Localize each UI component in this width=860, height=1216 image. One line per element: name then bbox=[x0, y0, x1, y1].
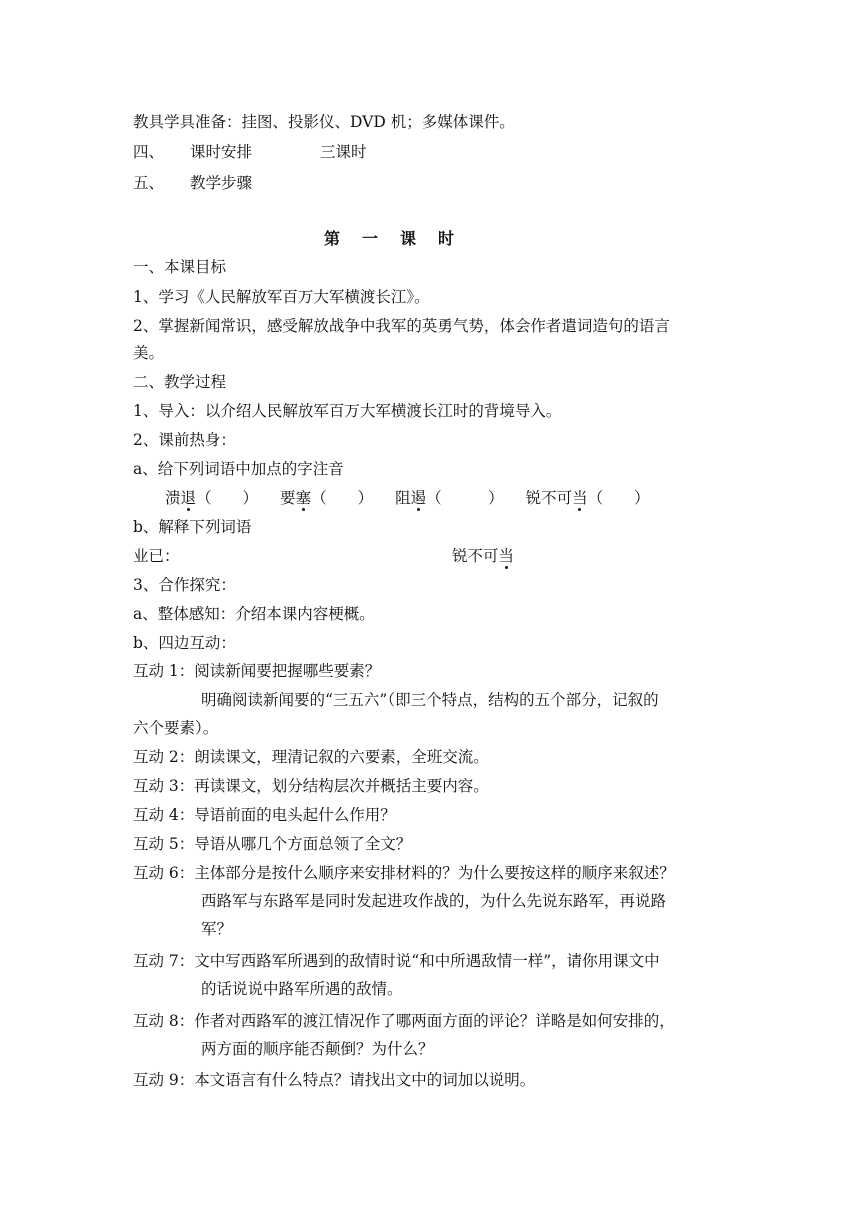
interaction-2: 互动 2：朗读课文，理清记叙的六要素，全班交流。 bbox=[133, 748, 489, 766]
interaction-9: 互动 9：本文语言有什么特点？请找出文中的词加以说明。 bbox=[133, 1071, 536, 1089]
interaction-1-line-2: 明确阅读新闻要的“三五六”（即三个特点，结构的五个部分，记叙的 bbox=[201, 691, 659, 709]
section-4-label: 课时安排 bbox=[190, 143, 253, 161]
interaction-6: 互动 6：主体部分是按什么顺序来安排材料的？为什么要按这样的顺序来叙述？ bbox=[133, 864, 675, 882]
process-1: 1、导入：以介绍人民解放军百万大军横渡长江时的背境导入。 bbox=[133, 402, 562, 420]
term-2: 锐不可当 bbox=[452, 547, 515, 565]
interaction-3: 互动 3：再读课文，划分结构层次并概括主要内容。 bbox=[133, 777, 489, 795]
process-2b: b、解释下列词语 bbox=[133, 518, 252, 536]
section-4 bbox=[133, 141, 367, 163]
word-item: 锐不可当（ ） bbox=[525, 489, 650, 507]
process-3: 3、合作探究： bbox=[133, 576, 236, 594]
lesson-heading: 第一课时 bbox=[323, 229, 476, 248]
prep-line: 教具学具准备：挂图、投影仪、DVD 机；多媒体课件。 bbox=[133, 113, 515, 131]
interaction-1: 互动 1：阅读新闻要把握哪些要素？ bbox=[133, 662, 381, 680]
word-item: 溃退（ ） bbox=[165, 489, 259, 507]
interaction-7: 互动 7：文中写西路军所遇到的敌情时说“和中所遇敌情一样”，请你用课文中 bbox=[133, 952, 660, 970]
term-1: 业已： bbox=[133, 547, 180, 565]
section-5 bbox=[133, 172, 252, 194]
process-2a: a、给下列词语中加点的字注音 bbox=[133, 460, 344, 478]
section-5-num: 五、 bbox=[133, 174, 165, 192]
interaction-7-line-2: 的话说说中路军所遇的敌情。 bbox=[201, 980, 403, 998]
word-list bbox=[165, 487, 650, 509]
word-item: 要塞（ ） bbox=[280, 489, 374, 507]
section-4-num: 四、 bbox=[133, 143, 165, 161]
interaction-1-line-3: 六个要素）。 bbox=[133, 719, 219, 737]
goal-1: 1、学习《人民解放军百万大军横渡长江》。 bbox=[133, 288, 430, 306]
process-2: 2、课前热身： bbox=[133, 431, 236, 449]
goal-title: 一、本课目标 bbox=[133, 258, 227, 276]
interaction-5: 互动 5：导语从哪几个方面总领了全文？ bbox=[133, 835, 412, 853]
word-item: 阻遏（ ） bbox=[395, 489, 504, 507]
process-title: 二、教学过程 bbox=[133, 373, 227, 391]
interaction-8: 互动 8：作者对西路军的渡江情况作了哪两面方面的评论？详略是如何安排的， bbox=[133, 1012, 675, 1030]
interaction-4: 互动 4：导语前面的电头起什么作用？ bbox=[133, 806, 396, 824]
interaction-6-line-3: 军？ bbox=[201, 920, 233, 938]
process-3a: a、整体感知：介绍本课内容梗概。 bbox=[133, 605, 375, 623]
section-4-value: 三课时 bbox=[320, 143, 367, 161]
section-5-label: 教学步骤 bbox=[190, 174, 253, 192]
process-3b: b、四边互动： bbox=[133, 634, 236, 652]
goal-2-line-1: 2、掌握新闻常识，感受解放战争中我军的英勇气势，体会作者遣词造句的语言 bbox=[133, 317, 670, 335]
interaction-8-line-2: 两方面的顺序能否颠倒？为什么？ bbox=[201, 1040, 434, 1058]
goal-2-line-2: 美。 bbox=[133, 344, 165, 362]
interaction-6-line-2: 西路军与东路军是同时发起进攻作战的，为什么先说东路军，再说路 bbox=[201, 892, 667, 910]
